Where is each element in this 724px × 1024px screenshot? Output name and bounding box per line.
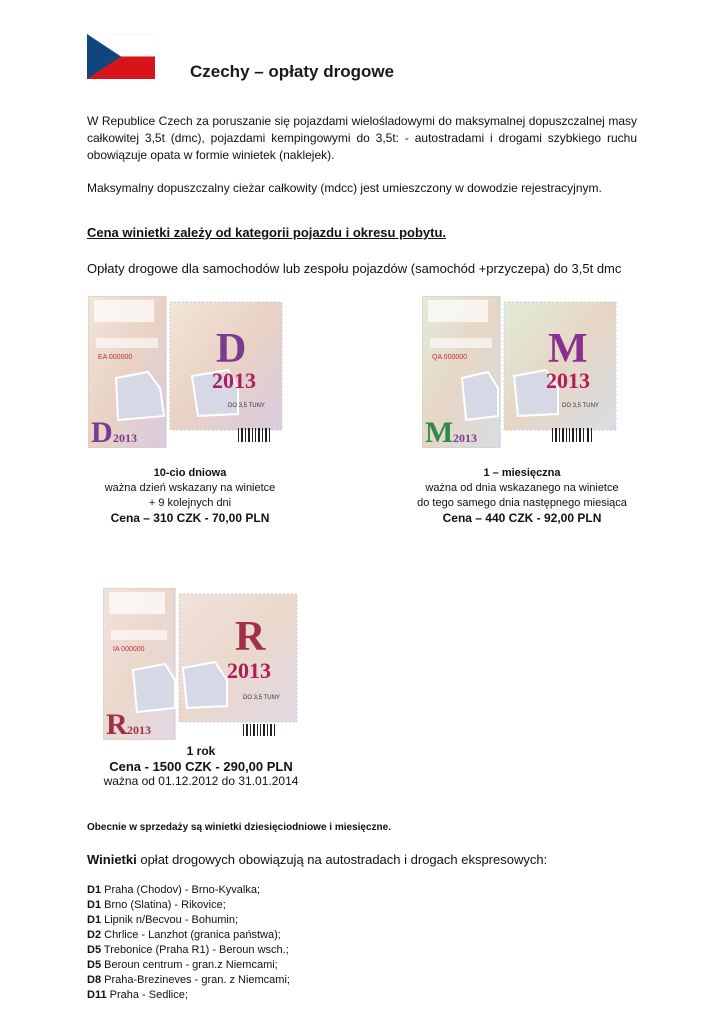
- routes-intro-rest: opłat drogowych obowiązują na autostradach i drogach ekspresowych:: [136, 852, 548, 867]
- vignette-annual-price: Cena - 1500 CZK - 290,00 PLN: [109, 759, 293, 774]
- vignette-m-year: 2013: [546, 368, 590, 393]
- route-item: [87, 884, 260, 896]
- vignette-r-small-text: DO 3,5 TUNY: [243, 695, 280, 701]
- route-item: [87, 989, 188, 1001]
- route-text: Trebonice (Praha R1) - Beroun wsch.;: [103, 944, 289, 956]
- vignette-10-day-caption: [60, 466, 320, 526]
- vignette-monthly-caption: [392, 466, 652, 526]
- svg-text:D: D: [91, 416, 113, 448]
- vignette-r-image: [103, 588, 303, 740]
- czech-flag-icon: [87, 34, 155, 79]
- vignette-d-year: 2013: [212, 368, 256, 393]
- price-heading: Cena winietki zależy od kategorii pojazdu i okresu pobytu.: [87, 225, 447, 240]
- vignette-d-image: [88, 296, 288, 448]
- intro-paragraph-2: Maksymalny dopuszczalny cieżar całkowity (mdcc) jest umieszczony w dowodzie rejestracyjnym.: [87, 181, 602, 195]
- route-text: Praha - Sedlice;: [109, 989, 188, 1001]
- route-code: D11: [87, 989, 107, 1001]
- vignette-10-day-validity-2: + 9 kolejnych dni: [148, 497, 232, 509]
- intro-paragraph-1: W Republice Czech za poruszanie się pojazdami wielośladowymi do maksymalnej dopuszczalnej masy całkowitej 3,5t (dmc), pojazdami kempingowymi do 3,5t: - autostradami i drogami szybkiego ruchu obowiązuje opata w formie winietek (naklejek).: [87, 114, 637, 162]
- route-text: Chrlice - Lanzhot (granica państwa);: [104, 929, 281, 941]
- subheading: Opłaty drogowe dla samochodów lub zespołu pojazdów (samochód +przyczepa) do 3,5t dmc: [87, 261, 622, 276]
- route-item: [87, 974, 290, 986]
- vignette-annual-caption: [76, 744, 326, 789]
- page-title: Czechy – opłaty drogowe: [190, 62, 395, 81]
- route-item: [87, 929, 281, 941]
- vignette-r-serial: IA 000000: [113, 646, 145, 653]
- vignette-r-letter: R: [235, 614, 266, 660]
- route-code: D5: [87, 944, 102, 956]
- svg-text:M: M: [425, 416, 454, 448]
- route-text: Beroun centrum - gran.z Niemcami;: [104, 959, 278, 971]
- vignette-10-day-name: 10-cio dniowa: [153, 467, 227, 479]
- vignette-monthly-name: 1 – miesięczna: [483, 467, 561, 479]
- vignette-m-small-text: DO 3,5 TUNY: [562, 403, 599, 409]
- vignette-10-day: [88, 296, 288, 453]
- route-code: D5: [87, 959, 102, 971]
- route-code: D1: [87, 884, 102, 896]
- route-code: D8: [87, 974, 102, 986]
- vignette-10-day-price: Cena – 310 CZK - 70,00 PLN: [110, 511, 270, 525]
- svg-text:R: R: [106, 708, 128, 740]
- vignette-monthly: [422, 296, 622, 453]
- vignette-m-image: [422, 296, 622, 448]
- route-item: [87, 959, 278, 971]
- vignette-annual: [103, 588, 303, 745]
- route-text: Praha (Chodov) - Brno-Kyvalka;: [104, 884, 261, 896]
- vignette-r-year: 2013: [227, 658, 271, 683]
- route-item: [87, 914, 238, 926]
- vignette-10-day-validity-1: ważna dzień wskazany na winietce: [104, 482, 276, 494]
- vignette-d-serial: EA 000000: [98, 354, 133, 361]
- route-text: Praha-Brezineves - gran. z Niemcami;: [104, 974, 290, 986]
- vignette-monthly-validity-1: ważna od dnia wskazanego na winietce: [425, 482, 619, 494]
- sale-note: Obecnie w sprzedaży są winietki dziesięciodniowe i miesięczne.: [87, 822, 391, 833]
- svg-text:2013: 2013: [127, 723, 151, 737]
- route-code: D1: [87, 899, 102, 911]
- vignette-m-letter: M: [548, 326, 588, 372]
- routes-intro-bold: Winietki: [87, 852, 137, 867]
- route-code: D2: [87, 929, 102, 941]
- vignette-m-serial: QA 000000: [432, 354, 468, 361]
- vignette-annual-name: 1 rok: [186, 744, 216, 758]
- vignette-d-letter: D: [216, 326, 247, 372]
- vignette-annual-validity: ważna od 01.12.2012 do 31.01.2014: [103, 774, 299, 788]
- vignette-d-small-text: DO 3,5 TUNY: [228, 403, 265, 409]
- route-text: Brno (Slatina) - Rikovice;: [104, 899, 226, 911]
- route-item: [87, 944, 289, 956]
- vignette-monthly-validity-2: do tego samego dnia następnego miesiąca: [417, 497, 627, 509]
- route-item: [87, 899, 226, 911]
- routes-intro: [87, 852, 547, 867]
- route-text: Lipnik n/Becvou - Bohumin;: [104, 914, 239, 926]
- svg-text:2013: 2013: [453, 431, 477, 445]
- svg-text:2013: 2013: [113, 431, 137, 445]
- route-code: D1: [87, 914, 102, 926]
- vignette-monthly-price: Cena – 440 CZK - 92,00 PLN: [442, 511, 602, 525]
